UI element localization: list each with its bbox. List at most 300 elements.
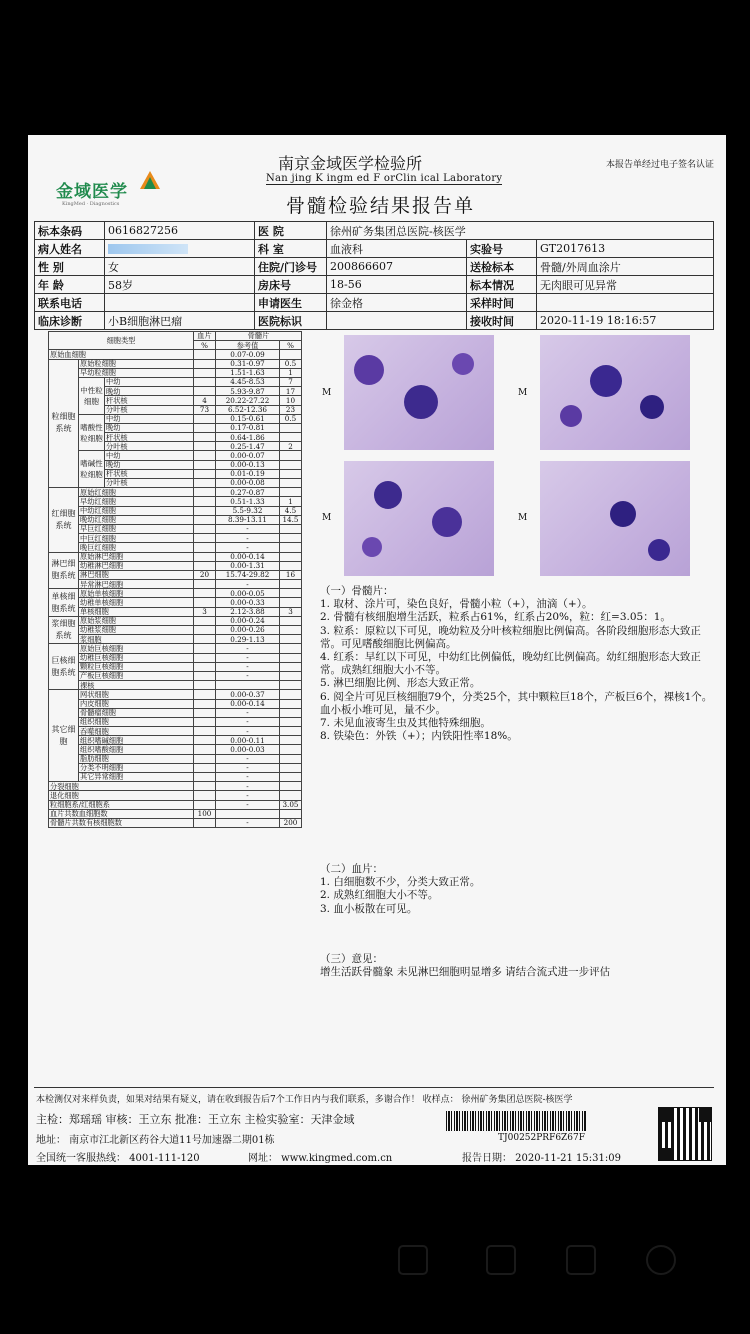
reference-range: - — [216, 653, 280, 662]
cell-name: 幼稚浆细胞 — [79, 626, 194, 635]
image-label-3: M — [322, 513, 332, 523]
nav-more-icon[interactable] — [646, 1245, 676, 1275]
label-lab-no: 实验号 — [467, 240, 537, 258]
marrow-line-1: 1. 取材、涂片可，染色良好，骨髓小粒（+），油滴（+）。 — [320, 598, 593, 611]
reference-range: 0.15-0.61 — [216, 414, 280, 423]
label-sample-time: 采样时间 — [467, 294, 537, 312]
blood-pct — [194, 598, 216, 607]
count-row — [49, 350, 302, 359]
cell-name: 颗粒巨核细胞 — [79, 662, 194, 671]
marrow-pct: 14.5 — [280, 515, 302, 524]
marrow-pct — [280, 653, 302, 662]
label-specimen: 送检标本 — [467, 258, 537, 276]
count-row — [49, 809, 302, 818]
address: 地址： 南京市江北新区药谷大道11号加速器二期01栋 — [36, 1135, 275, 1146]
reference-range: 4.45-8.53 — [216, 377, 280, 386]
reference-range: - — [216, 754, 280, 763]
cell-name: 幼稚巨核细胞 — [79, 653, 194, 662]
subgroup-label: 中性粒细胞 — [79, 377, 105, 414]
cell-name: 杆状核 — [105, 469, 194, 478]
blood-pct — [194, 699, 216, 708]
blood-pct — [194, 745, 216, 754]
cell-name: 幼稚单核细胞 — [79, 598, 194, 607]
count-row — [49, 681, 302, 690]
blood-pct — [194, 506, 216, 515]
micrograph-2 — [540, 335, 690, 450]
reference-range: - — [216, 800, 280, 809]
opinion — [320, 953, 715, 979]
count-row — [49, 506, 302, 515]
blood-pct — [194, 552, 216, 561]
reference-range: - — [216, 782, 280, 791]
cell-name: 浆细胞 — [79, 635, 194, 644]
reference-range: - — [216, 717, 280, 726]
blood-pct — [194, 681, 216, 690]
value-sample-time — [537, 294, 714, 312]
marrow-line-5: 5. 淋巴细胞比例、形态大致正常。 — [320, 677, 481, 690]
marrow-pct — [280, 423, 302, 432]
marrow-pct — [280, 534, 302, 543]
value-name-redacted — [105, 240, 255, 258]
blood-pct — [194, 626, 216, 635]
blood-pct — [194, 543, 216, 552]
th-cell-type: 细胞类型 — [49, 332, 194, 350]
label-bed: 房床号 — [255, 276, 327, 294]
image-label-4: M — [518, 513, 528, 523]
kingmed-logo — [56, 165, 186, 215]
group-label: 巨核细胞系统 — [49, 644, 79, 690]
group-label: 单核细胞系统 — [49, 589, 79, 617]
value-lab-no: GT2017613 — [537, 240, 714, 258]
count-row — [49, 359, 302, 368]
count-row — [49, 626, 302, 635]
blood-pct — [194, 754, 216, 763]
blood-pct — [194, 690, 216, 699]
cell-name: 分裂细胞 — [49, 782, 194, 791]
cell-name: 脂肪细胞 — [79, 754, 194, 763]
marrow-pct: 200 — [280, 818, 302, 827]
th-ref: 参考值 — [216, 341, 280, 350]
label-receive-time: 接收时间 — [467, 312, 537, 330]
marrow-pct — [280, 671, 302, 680]
value-phone — [105, 294, 255, 312]
marrow-pct — [280, 433, 302, 442]
value-age: 58岁 — [105, 276, 255, 294]
blood-pct — [194, 717, 216, 726]
marrow-pct: 7 — [280, 377, 302, 386]
value-hospital-id — [327, 312, 467, 330]
cell-name: 原始血细胞 — [49, 350, 194, 359]
reference-range: 0.00-0.11 — [216, 736, 280, 745]
reference-range: - — [216, 524, 280, 533]
cell-name: 粒细胞系/红细胞系 — [49, 800, 194, 809]
blood-pct — [194, 534, 216, 543]
marrow-pct — [280, 552, 302, 561]
reference-range: - — [216, 708, 280, 717]
marrow-pct — [280, 690, 302, 699]
nav-home-icon[interactable] — [398, 1245, 428, 1275]
marrow-pct: 1 — [280, 368, 302, 377]
footer-divider — [34, 1087, 714, 1088]
cell-name: 组织嗜酸细胞 — [79, 745, 194, 754]
blood-pct — [194, 469, 216, 478]
reference-range: 1.51-1.63 — [216, 368, 280, 377]
count-row — [49, 727, 302, 736]
reference-range: - — [216, 662, 280, 671]
cell-name: 异常淋巴细胞 — [79, 580, 194, 589]
blood-pct: 3 — [194, 607, 216, 616]
group-label: 粒细胞系统 — [49, 359, 79, 488]
marrow-pct: 1 — [280, 497, 302, 506]
blood-line-2: 2. 成熟红细胞大小不等。 — [320, 889, 439, 902]
reference-range: 0.27-0.87 — [216, 488, 280, 497]
marrow-pct — [280, 717, 302, 726]
marrow-pct — [280, 460, 302, 469]
cell-name: 吞噬细胞 — [79, 727, 194, 736]
blood-pct — [194, 773, 216, 782]
qr-code — [658, 1107, 712, 1161]
reference-range: - — [216, 644, 280, 653]
count-row — [49, 515, 302, 524]
reference-range: - — [216, 791, 280, 800]
value-hospital: 徐州矿务集团总医院-核医学 — [327, 222, 714, 240]
blood-pct: 20 — [194, 570, 216, 579]
marrow-pct — [280, 736, 302, 745]
blood-pct — [194, 616, 216, 625]
blood-pct — [194, 359, 216, 368]
cell-name: 晚幼 — [105, 423, 194, 432]
cell-name: 组织嗜碱细胞 — [79, 736, 194, 745]
label-doctor: 申请医生 — [255, 294, 327, 312]
cell-name: 产板巨核细胞 — [79, 671, 194, 680]
blood-pct — [194, 368, 216, 377]
blood-pct — [194, 479, 216, 488]
blood-pct — [194, 497, 216, 506]
value-sex: 女 — [105, 258, 255, 276]
cell-name: 分类不明细胞 — [79, 763, 194, 772]
marrow-pct — [280, 598, 302, 607]
count-row — [49, 414, 302, 423]
count-row — [49, 488, 302, 497]
count-row — [49, 607, 302, 616]
marrow-pct: 0.5 — [280, 414, 302, 423]
marrow-pct — [280, 763, 302, 772]
blood-pct — [194, 589, 216, 598]
cell-name: 早巨红细胞 — [79, 524, 194, 533]
reference-range — [216, 809, 280, 818]
value-dept: 血液科 — [327, 240, 467, 258]
group-label: 其它细胞 — [49, 690, 79, 782]
marrow-line-2: 2. 骨髓有核细胞增生活跃，粒系占61%，红系占20%，粒：红=3.05：1。 — [320, 611, 671, 624]
marrow-pct — [280, 488, 302, 497]
blood-pct — [194, 561, 216, 570]
blood-pct — [194, 414, 216, 423]
marrow-pct: 23 — [280, 405, 302, 414]
count-row — [49, 800, 302, 809]
marrow-pct: 3 — [280, 607, 302, 616]
blood-pct — [194, 791, 216, 800]
cell-name: 退化细胞 — [49, 791, 194, 800]
count-row — [49, 791, 302, 800]
count-row — [49, 451, 302, 460]
marrow-pct — [280, 635, 302, 644]
marrow-findings — [320, 585, 715, 743]
marrow-pct — [280, 616, 302, 625]
cell-name: 网状细胞 — [79, 690, 194, 699]
reference-range: 0.00-0.24 — [216, 616, 280, 625]
th-blood: 血片 — [194, 332, 216, 341]
nav-share-icon[interactable] — [566, 1245, 596, 1275]
reference-range — [216, 681, 280, 690]
report-barcode — [446, 1111, 586, 1131]
blood-pct — [194, 350, 216, 359]
count-row — [49, 717, 302, 726]
cell-name: 中幼 — [105, 414, 194, 423]
marrow-pct — [280, 809, 302, 818]
cell-name: 分叶核 — [105, 442, 194, 451]
count-row — [49, 598, 302, 607]
marrow-pct: 10 — [280, 396, 302, 405]
value-bed: 18-56 — [327, 276, 467, 294]
marrow-pct — [280, 773, 302, 782]
marrow-pct — [280, 561, 302, 570]
value-inpatient-no: 200866607 — [327, 258, 467, 276]
barcode-text: TJ00252PRF6Z67F — [498, 1133, 585, 1143]
logo-mark-icon — [138, 169, 162, 193]
blood-pct — [194, 460, 216, 469]
reference-range: 0.00-0.14 — [216, 552, 280, 561]
reference-range: - — [216, 818, 280, 827]
blood-pct — [194, 763, 216, 772]
marrow-pct — [280, 524, 302, 533]
th-marrow: 骨髓片 — [216, 332, 302, 341]
label-inpatient-no: 住院/门诊号 — [255, 258, 327, 276]
reference-range: - — [216, 763, 280, 772]
label-hospital-id: 医院标识 — [255, 312, 327, 330]
cell-name: 原始单核细胞 — [79, 589, 194, 598]
blood-pct — [194, 635, 216, 644]
disclaimer: 本检测仅对来样负责，如果对结果有疑义，请在收到报告后7个工作日内与我们联系，多谢合作！ 收样点： 徐州矿务集团总医院-核医学 — [36, 1095, 573, 1105]
count-row — [49, 589, 302, 598]
blood-pct — [194, 708, 216, 717]
reference-range: 5.93-9.87 — [216, 387, 280, 396]
blood-pct — [194, 515, 216, 524]
group-label: 浆细胞系统 — [49, 616, 79, 644]
label-name: 病人姓名 — [35, 240, 105, 258]
marrow-pct — [280, 350, 302, 359]
marrow-pct — [280, 791, 302, 800]
blood-pct — [194, 433, 216, 442]
blood-pct — [194, 727, 216, 736]
marrow-pct — [280, 699, 302, 708]
marrow-pct — [280, 589, 302, 598]
count-row — [49, 497, 302, 506]
reference-range: 0.01-0.19 — [216, 469, 280, 478]
reference-range: 0.64-1.86 — [216, 433, 280, 442]
lab-name-en: Nan jing K ingm ed F orClin ical Laboratory — [266, 173, 503, 184]
reference-range: 0.00-0.08 — [216, 479, 280, 488]
cell-name: 晚幼 — [105, 387, 194, 396]
blood-pct — [194, 662, 216, 671]
blood-findings — [320, 863, 715, 916]
reference-range: 0.00-0.03 — [216, 745, 280, 754]
reference-range: - — [216, 534, 280, 543]
cell-name: 早幼红细胞 — [79, 497, 194, 506]
marrow-pct — [280, 754, 302, 763]
cell-name: 中幼 — [105, 451, 194, 460]
cell-name: 裸核 — [79, 681, 194, 690]
cell-name: 分叶核 — [105, 405, 194, 414]
cell-name: 早幼粒细胞 — [79, 368, 194, 377]
count-row — [49, 690, 302, 699]
blood-pct — [194, 442, 216, 451]
nav-edit-icon[interactable] — [486, 1245, 516, 1275]
marrow-title: （一）骨髓片： — [320, 585, 394, 597]
blood-pct: 4 — [194, 396, 216, 405]
report-date: 报告日期： 2020-11-21 15:31:09 — [462, 1153, 621, 1164]
marrow-line-8: 8. 铁染色：外铁（+）；内铁阳性率18%。 — [320, 730, 518, 743]
count-row — [49, 699, 302, 708]
marrow-line-6: 6. 阅全片可见巨核细胞79个，分类25个，其中颗粒巨18个，产板巨6个，裸核1个。血小板小堆可见，量不少。 — [320, 690, 713, 716]
cell-name: 晚巨红细胞 — [79, 543, 194, 552]
micrograph-1 — [344, 335, 494, 450]
value-receive-time: 2020-11-19 18:16:57 — [537, 312, 714, 330]
cell-name: 骨髓瘤细胞 — [79, 708, 194, 717]
th-pct: % — [194, 341, 216, 350]
reference-range: 6.52-12.36 — [216, 405, 280, 414]
marrow-pct — [280, 644, 302, 653]
blood-title: （二）血片： — [320, 863, 383, 875]
label-barcode: 标本条码 — [35, 222, 105, 240]
label-specimen-status: 标本情况 — [467, 276, 537, 294]
cell-count-table — [48, 331, 302, 828]
reference-range: - — [216, 543, 280, 552]
marrow-pct — [280, 479, 302, 488]
label-phone: 联系电话 — [35, 294, 105, 312]
group-label: 红细胞系统 — [49, 488, 79, 552]
marrow-pct — [280, 543, 302, 552]
th-pct2: % — [280, 341, 302, 350]
reference-range: 20.22-27.22 — [216, 396, 280, 405]
cell-name: 幼稚淋巴细胞 — [79, 561, 194, 570]
marrow-pct — [280, 469, 302, 478]
opinion-text: 增生活跃骨髓象 未见淋巴细胞明显增多 请结合流式进一步评估 — [320, 966, 611, 979]
marrow-pct — [280, 626, 302, 635]
blood-line-1: 1. 白细胞数不少，分类大致正常。 — [320, 876, 481, 889]
cell-name: 中幼 — [105, 377, 194, 386]
count-row — [49, 635, 302, 644]
blood-pct: 100 — [194, 809, 216, 818]
cell-name: 原始红细胞 — [79, 488, 194, 497]
value-barcode: 0616827256 — [105, 222, 255, 240]
reference-range: 0.00-0.37 — [216, 690, 280, 699]
blood-pct — [194, 451, 216, 460]
reference-range: 0.00-1.31 — [216, 561, 280, 570]
cell-name: 晚幼红细胞 — [79, 515, 194, 524]
website: 网址： www.kingmed.com.cn — [248, 1153, 393, 1164]
marrow-pct: 17 — [280, 387, 302, 396]
cell-name: 淋巴细胞 — [79, 570, 194, 579]
count-row — [49, 662, 302, 671]
subgroup-label: 嗜酸性粒细胞 — [79, 414, 105, 451]
reference-range: - — [216, 727, 280, 736]
label-diagnosis: 临床诊断 — [35, 312, 105, 330]
reference-range: 0.00-0.33 — [216, 598, 280, 607]
cell-name: 其它异常细胞 — [79, 773, 194, 782]
marrow-pct: 0.5 — [280, 359, 302, 368]
logo-text: 金域医学 — [56, 182, 128, 202]
count-row — [49, 818, 302, 827]
blood-pct — [194, 377, 216, 386]
cell-name: 分叶核 — [105, 479, 194, 488]
count-row — [49, 754, 302, 763]
cell-name: 血片共数血细胞数 — [49, 809, 194, 818]
reference-range: 0.17-0.81 — [216, 423, 280, 432]
count-row — [49, 773, 302, 782]
cell-name: 原始巨核细胞 — [79, 644, 194, 653]
count-row — [49, 561, 302, 570]
opinion-title: （三）意见： — [320, 953, 383, 965]
count-row — [49, 653, 302, 662]
marrow-pct: 4.5 — [280, 506, 302, 515]
marrow-pct — [280, 727, 302, 736]
count-row — [49, 745, 302, 754]
count-row — [49, 570, 302, 579]
count-row — [49, 534, 302, 543]
blood-pct — [194, 387, 216, 396]
marrow-pct — [280, 662, 302, 671]
count-row — [49, 763, 302, 772]
marrow-pct — [280, 782, 302, 791]
reference-range: 2.12-3.88 — [216, 607, 280, 616]
label-hospital: 医 院 — [255, 222, 327, 240]
count-row — [49, 524, 302, 533]
cell-name: 中幼红细胞 — [79, 506, 194, 515]
blood-pct — [194, 818, 216, 827]
blood-pct — [194, 782, 216, 791]
cell-name: 晚幼 — [105, 460, 194, 469]
reference-range: 8.39-13.11 — [216, 515, 280, 524]
marrow-line-4: 4. 红系：早红以下可见，中幼红比例偏低，晚幼红比例偏高。幼红细胞形态大致正常。成熟红细胞大小不等。 — [320, 651, 701, 677]
cell-name: 中巨红细胞 — [79, 534, 194, 543]
marrow-pct: 16 — [280, 570, 302, 579]
blood-line-3: 3. 血小板散在可见。 — [320, 902, 418, 915]
reference-range: 0.51-1.33 — [216, 497, 280, 506]
blood-pct — [194, 580, 216, 589]
reference-range: 0.07-0.09 — [216, 350, 280, 359]
reference-range: 0.00-0.14 — [216, 699, 280, 708]
image-label-1: M — [322, 388, 332, 398]
cell-name: 原始浆细胞 — [79, 616, 194, 625]
marrow-pct — [280, 451, 302, 460]
value-diagnosis: 小B细胞淋巴瘤 — [105, 312, 255, 330]
signers: 主检：郑瑶瑶 审核：王立东 批准：王立东 主检实验室：天津金域 — [36, 1113, 355, 1126]
report-title: 骨髓检验结果报告单 — [286, 195, 476, 217]
micrograph-4 — [540, 461, 690, 576]
reference-range: 15.74-29.82 — [216, 570, 280, 579]
blood-pct — [194, 524, 216, 533]
blood-pct: 73 — [194, 405, 216, 414]
count-row — [49, 580, 302, 589]
value-doctor: 徐金格 — [327, 294, 467, 312]
marrow-pct — [280, 708, 302, 717]
subgroup-label: 嗜碱性粒细胞 — [79, 451, 105, 488]
reference-range: - — [216, 580, 280, 589]
cell-name: 原始淋巴细胞 — [79, 552, 194, 561]
reference-range: 0.00-0.07 — [216, 451, 280, 460]
cell-name: 杆状核 — [105, 433, 194, 442]
report-sheet — [28, 135, 726, 1165]
